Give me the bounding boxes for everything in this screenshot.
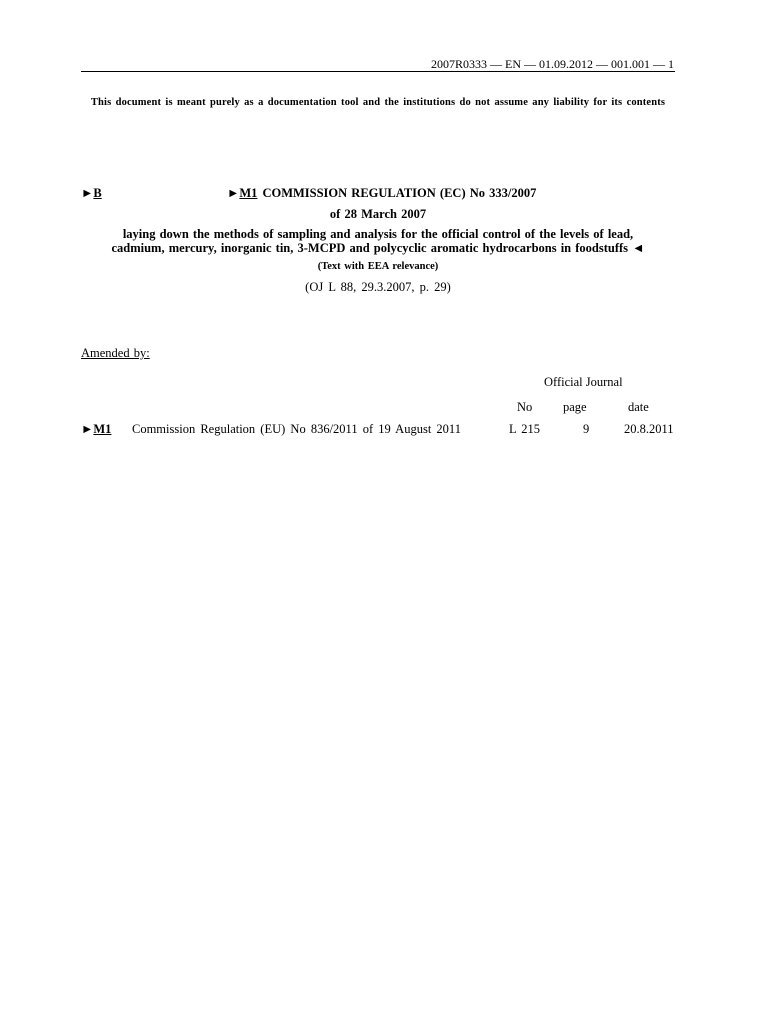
base-marker[interactable] [81, 186, 102, 201]
arrow-right-icon: ► [81, 186, 94, 200]
eea-relevance-note: (Text with EEA relevance) [317, 261, 439, 272]
column-header-page: page [563, 400, 587, 414]
regulation-title-text: COMMISSION REGULATION (EC) No 333/2007 [262, 186, 537, 200]
arrow-right-icon: ► [227, 186, 240, 200]
header-divider [81, 71, 675, 72]
subject-line-2: cadmium, mercury, inorganic tin, 3-MCPD and polycyclic aromatic hydrocarbons in foodstuffs ◄ [111, 241, 645, 255]
amendment-row-date: 20.8.2011 [624, 422, 674, 436]
amendment-row-description: Commission Regulation (EU) No 836/2011 of 19 August 2011 [132, 422, 461, 436]
base-marker-code: B [93, 186, 102, 200]
amendment-marker-m1[interactable]: M1 [239, 186, 258, 200]
disclaimer-text: This document is meant purely as a documentation tool and the institutions do not assume any liability for its contents [90, 97, 666, 108]
amendment-row-page: 9 [583, 422, 590, 436]
amendment-row-marker[interactable] [81, 422, 111, 437]
amended-by-heading: Amended by: [81, 346, 150, 360]
official-journal-reference: (OJ L 88, 29.3.2007, p. 29) [305, 280, 451, 294]
subject-line-1: laying down the methods of sampling and analysis for the official control of the levels of lead, [122, 227, 634, 241]
regulation-subject [81, 227, 675, 255]
official-journal-column-heading: Official Journal [544, 375, 623, 389]
column-header-date: date [628, 400, 649, 414]
regulation-date: of 28 March 2007 [329, 207, 427, 221]
amendment-row-no: L 215 [509, 422, 541, 436]
regulation-title [227, 186, 536, 201]
amendment-row-code: M1 [93, 422, 112, 436]
document-reference: 2007R0333 — EN — 01.09.2012 — 001.001 — 1 [431, 57, 674, 71]
arrow-right-icon: ► [81, 422, 94, 436]
column-header-no: No [517, 400, 533, 414]
